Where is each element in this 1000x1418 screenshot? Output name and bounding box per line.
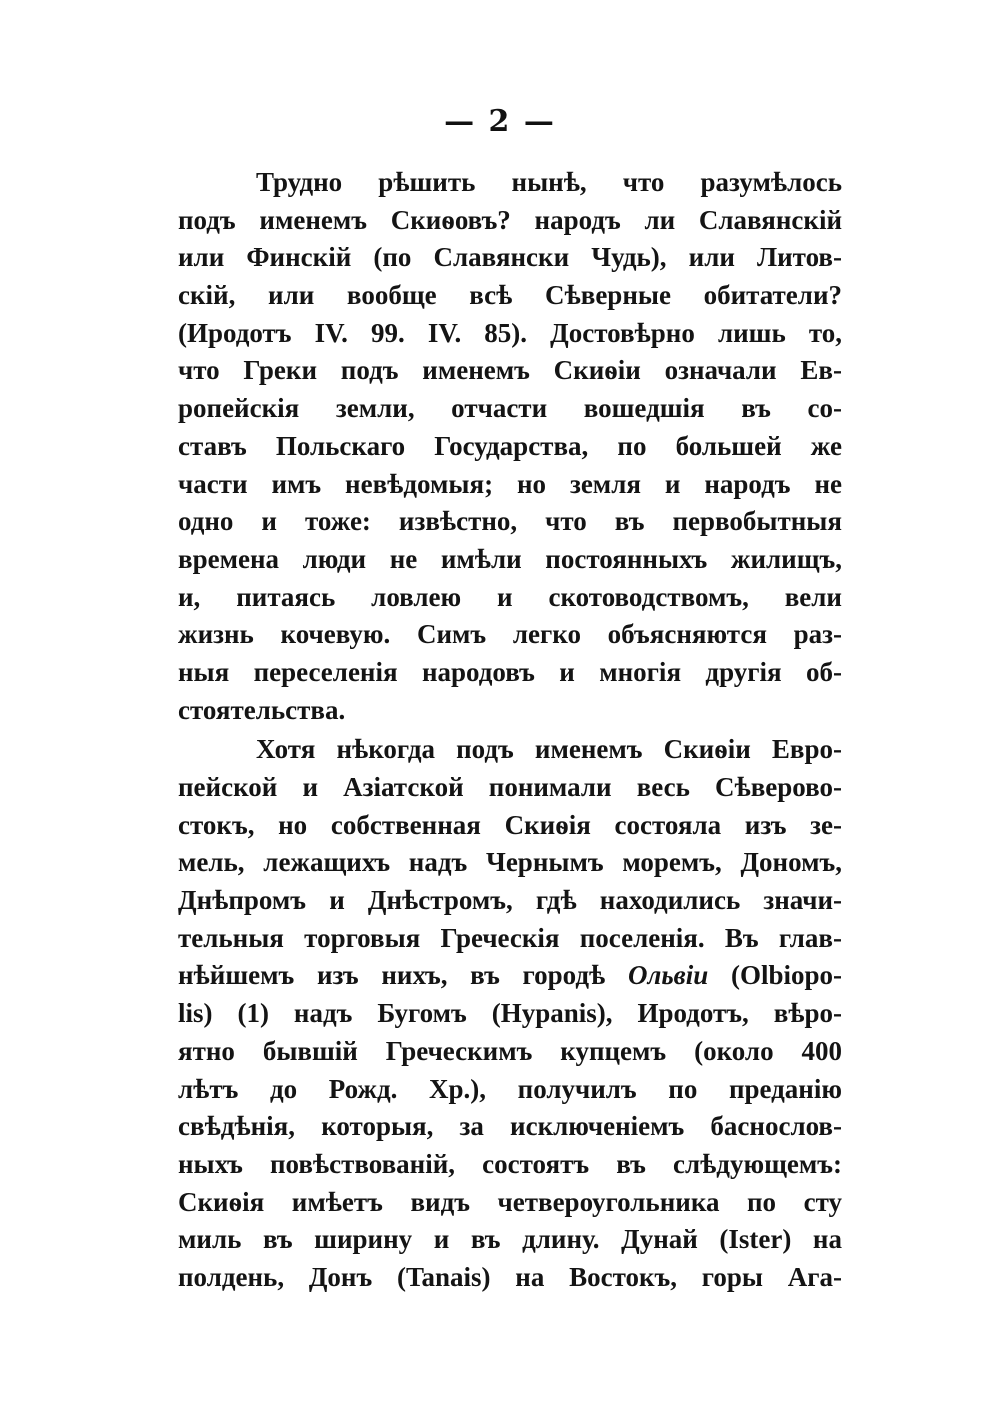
paragraph-1-line-8: ставъ Польскаго Государства, по большей же <box>178 430 842 461</box>
paragraph-2-line-7-start: нѣйшемъ изъ нихъ, въ городѣ <box>178 960 606 991</box>
paragraph-1-line-9: части имъ невѣдомыя; но земля и народъ не <box>178 468 842 499</box>
paragraph-2-line-6: тельныя торговыя Греческія поселенія. Въ глав- <box>178 922 842 953</box>
paragraph-2-line-7-end: (Olbiopo- <box>730 960 843 991</box>
paragraph-1-line-13: жизнь кочевую. Симъ легко объясняются раз- <box>178 619 842 650</box>
paragraph-2-line-8: lis) (1) надъ Бугомъ (Hypanis), Иродотъ, вѣро- <box>178 998 842 1029</box>
paragraph-1-line-14: ныя переселенія народовъ и многія другія об- <box>178 656 842 687</box>
paragraph-1-line-5: (Иродотъ IV. 99. IV. 85). Достовѣрно лишь то, <box>178 317 842 348</box>
paragraph-1-line-6: что Греки подъ именемъ Скиѳіи означали Ев- <box>178 355 842 386</box>
paragraph-2-line-1: Хотя нѣкогда подъ именемъ Скиѳіи Евро- <box>256 734 842 765</box>
paragraph-2-line-13: Скиѳія имѣетъ видъ четвероугольника по сту <box>178 1186 842 1217</box>
paragraph-1-line-12: и, питаясь ловлею и скотоводствомъ, вели <box>178 581 842 612</box>
paragraph-1-line-4: скій, или вообще всѣ Сѣверные обитатели? <box>178 280 842 311</box>
paragraph-2-line-14: миль въ ширину и въ длину. Дунай (Ister) на <box>178 1224 842 1255</box>
paragraph-2-line-4: мель, лежащихъ надъ Чернымъ моремъ, Дономъ, <box>178 847 842 878</box>
paragraph-2-line-5: Днѣпромъ и Днѣстромъ, гдѣ находились значи- <box>178 885 842 916</box>
paragraph-2-line-2: пейской и Азіатской понимали весь Сѣверово- <box>178 772 842 802</box>
body-text <box>178 164 842 1297</box>
paragraph-1-line-10: одно и тоже: извѣстно, что въ первобытныя <box>178 506 842 537</box>
paragraph-2-line-9: ятно бывшій Греческимъ купцемъ (около 400 <box>178 1035 842 1066</box>
paragraph-1-line-15: стоятельства. <box>178 694 346 725</box>
paragraph-1-line-11: времена люди не имѣли постоянныхъ жилищъ, <box>178 543 842 574</box>
city-name-olbia: Ольвіи <box>627 960 709 991</box>
paragraph-1-line-7: ропейскія земли, отчасти вошедшія въ со- <box>178 393 842 424</box>
paragraph-2-line-11: свѣдѣнія, которыя, за исключеніемъ баснослов- <box>178 1111 842 1142</box>
paragraph-2-line-3: стокъ, но собственная Скиѳія состояла изъ зе- <box>178 809 842 840</box>
paragraph-2-line-15: полдень, Донъ (Tanais) на Востокъ, горы Ага- <box>178 1261 842 1292</box>
paragraph-2-line-12: ныхъ повѣствованій, состоятъ въ слѣдующемъ: <box>178 1148 842 1179</box>
page-number-header: — 2 — <box>444 104 556 139</box>
paragraph-1-line-3: или Финскій (по Славянски Чудь), или Литов- <box>178 242 842 273</box>
paragraph-1-line-1: Трудно рѣшить нынѣ, что разумѣлось <box>256 167 842 197</box>
paragraph-2-line-7 <box>178 957 842 995</box>
paragraph-1-line-2: подъ именемъ Скиѳовъ? народъ ли Славянскій <box>178 204 842 235</box>
paragraph-2-line-10: лѣтъ до Рожд. Хр.), получилъ по преданію <box>178 1073 842 1104</box>
